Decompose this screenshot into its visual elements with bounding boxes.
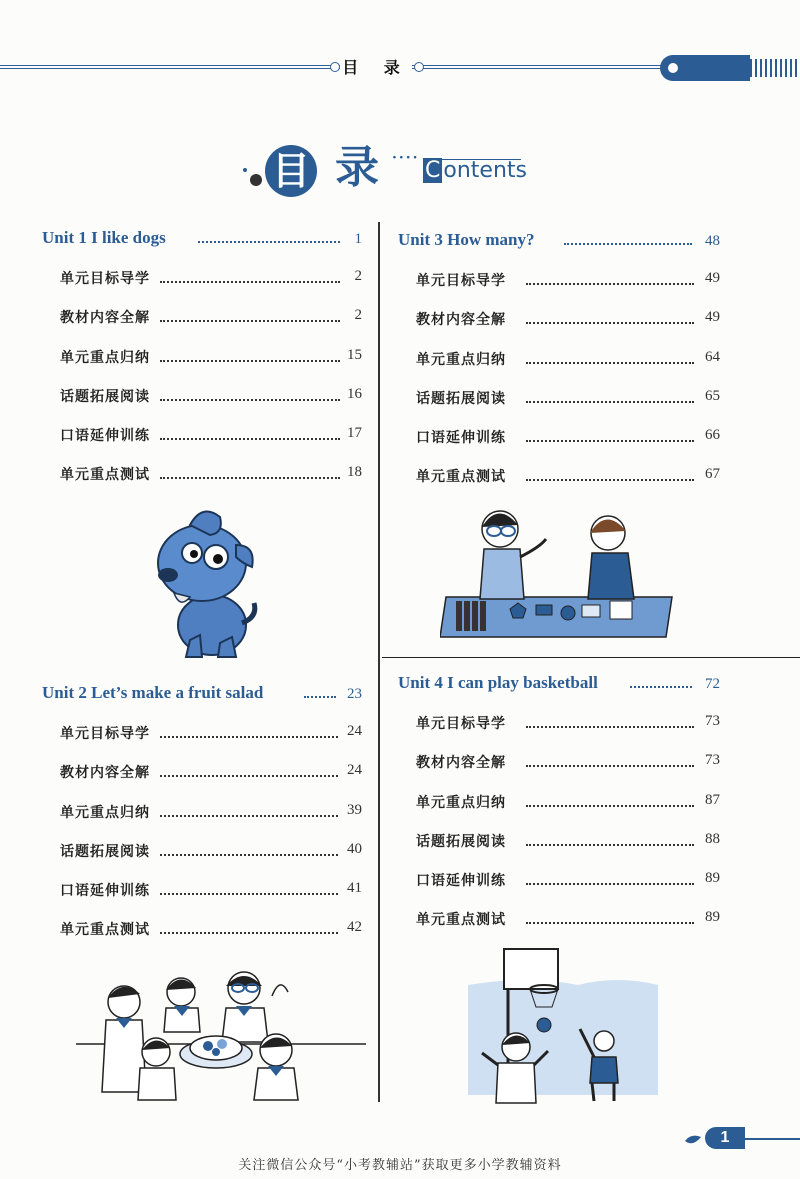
dot-leader — [160, 477, 340, 479]
dot-leader — [160, 893, 338, 895]
entry-label: 教材内容全解 — [416, 755, 506, 772]
dot-leader — [526, 479, 694, 481]
unit-section-3 — [398, 230, 720, 506]
dog-illustration — [150, 505, 260, 660]
toc-entry[interactable] — [42, 268, 362, 307]
heading-dots: ···· — [392, 150, 420, 166]
leaf-icon — [683, 1133, 703, 1147]
entry-page: 24 — [347, 723, 362, 739]
entry-label: 单元重点测试 — [60, 922, 150, 939]
entry-page: 40 — [347, 840, 362, 857]
basketball-illustration — [468, 945, 668, 1105]
heading-english-initial: C — [425, 158, 441, 183]
entry-page: 2 — [354, 268, 362, 284]
dot-leader — [160, 281, 340, 283]
entry-label: 教材内容全解 — [416, 312, 506, 329]
unit-title: Unit 2 Let’s make a fruit salad — [42, 683, 269, 702]
toc-entry[interactable] — [42, 464, 362, 503]
entry-label: 单元重点测试 — [60, 467, 150, 484]
heading-mu-badge: 目 — [265, 145, 317, 197]
header-title-box — [340, 57, 412, 79]
decorative-dots-icon — [240, 164, 264, 188]
toc-entry[interactable] — [42, 307, 362, 346]
toc-entry[interactable] — [398, 792, 720, 831]
dot-leader — [564, 243, 692, 245]
dot-leader — [526, 362, 694, 364]
unit-page: 72 — [705, 676, 720, 692]
dot-leader — [526, 283, 694, 285]
heading-english-rest: ontents — [443, 158, 527, 183]
entry-label: 教材内容全解 — [60, 765, 150, 782]
entry-label: 口语延伸训练 — [416, 873, 506, 890]
entry-label: 单元重点归纳 — [416, 794, 506, 811]
entry-page: 73 — [705, 713, 720, 729]
entry-label: 单元重点归纳 — [416, 351, 506, 368]
entry-page: 65 — [705, 387, 720, 404]
dot-leader — [160, 360, 340, 362]
entry-page: 16 — [347, 385, 362, 402]
heading-english — [423, 158, 527, 183]
unit-section-1 — [42, 228, 362, 504]
dot-leader — [198, 241, 340, 243]
dot-leader — [160, 320, 340, 322]
dot-leader — [526, 726, 694, 728]
toc-entry[interactable] — [398, 909, 720, 948]
contents-heading — [240, 140, 540, 200]
dot-leader — [630, 686, 692, 688]
toc-entry[interactable] — [398, 349, 720, 388]
toc-entry[interactable] — [42, 880, 362, 919]
entry-label: 单元目标导学 — [60, 271, 150, 287]
toc-entry[interactable] — [42, 762, 362, 801]
dot-leader — [160, 438, 340, 440]
entry-page: 49 — [705, 309, 720, 326]
dot-leader — [526, 922, 694, 924]
entry-label: 话题拓展阅读 — [416, 833, 506, 850]
entry-label: 话题拓展阅读 — [60, 843, 150, 860]
toc-entry[interactable] — [398, 427, 720, 466]
toc-entry[interactable] — [42, 919, 362, 958]
footer-note: 关注微信公众号“小考教辅站”获取更多小学教辅资料 — [238, 1158, 562, 1173]
dot-leader — [526, 322, 694, 324]
fruit-salad-illustration — [76, 962, 366, 1102]
toc-entry[interactable] — [398, 713, 720, 752]
entry-page: 67 — [705, 466, 720, 483]
dot-leader — [304, 696, 336, 698]
toc-entry[interactable] — [42, 723, 362, 762]
unit-page: 48 — [705, 233, 720, 249]
dot-leader — [160, 815, 338, 817]
toc-entry[interactable] — [42, 386, 362, 425]
entry-page: 2 — [354, 307, 362, 324]
toc-entry[interactable] — [42, 347, 362, 386]
toc-entry[interactable] — [398, 388, 720, 427]
toc-entry[interactable] — [398, 831, 720, 870]
right-column-rule — [382, 657, 800, 658]
dot-leader — [526, 401, 694, 403]
unit-heading[interactable] — [398, 673, 720, 697]
toc-entry[interactable] — [398, 870, 720, 909]
toc-entry[interactable] — [42, 802, 362, 841]
toc-entry[interactable] — [398, 466, 720, 505]
toc-entry[interactable] — [398, 309, 720, 348]
dot-leader — [526, 844, 694, 846]
entry-page: 18 — [347, 464, 362, 481]
dot-leader — [526, 765, 694, 767]
heading-lu: 录 — [335, 142, 379, 193]
entry-page: 17 — [347, 425, 362, 442]
entry-page: 15 — [347, 346, 362, 363]
header-title: 目 录 — [342, 58, 410, 77]
column-divider — [378, 222, 380, 1102]
toc-entry[interactable] — [398, 270, 720, 309]
entry-label: 口语延伸训练 — [60, 428, 150, 445]
entry-label: 教材内容全解 — [60, 310, 150, 327]
entry-label: 口语延伸训练 — [416, 430, 506, 447]
entry-label: 口语延伸训练 — [60, 883, 150, 900]
entry-label: 单元目标导学 — [60, 726, 150, 742]
unit-heading[interactable] — [42, 683, 362, 707]
entry-page: 41 — [347, 880, 362, 897]
entry-page: 42 — [347, 919, 362, 936]
entry-page: 73 — [705, 752, 720, 769]
entry-label: 话题拓展阅读 — [416, 390, 506, 407]
counting-illustration — [440, 505, 680, 645]
entry-page: 89 — [705, 909, 720, 926]
dot-leader — [526, 883, 694, 885]
entry-page: 49 — [705, 270, 720, 286]
toc-entry[interactable] — [42, 841, 362, 880]
entry-page: 64 — [705, 348, 720, 365]
page-number-tab — [683, 1127, 800, 1151]
header-tab-dot-icon — [668, 63, 678, 73]
dot-leader — [160, 775, 338, 777]
dot-leader — [526, 805, 694, 807]
entry-label: 单元重点测试 — [416, 912, 506, 929]
toc-entry[interactable] — [42, 425, 362, 464]
unit-section-4 — [398, 673, 720, 949]
entry-label: 单元目标导学 — [416, 273, 506, 289]
running-header — [0, 55, 800, 91]
header-dot-icon — [330, 62, 340, 72]
unit-title: Unit 3 How many? — [398, 230, 540, 249]
entry-label: 单元重点归纳 — [60, 804, 150, 821]
unit-page: 1 — [354, 231, 362, 247]
header-dot-icon — [414, 62, 424, 72]
dot-leader — [160, 932, 338, 934]
page-number: 1 — [705, 1127, 745, 1149]
entry-label: 单元目标导学 — [416, 716, 506, 732]
entry-page: 39 — [347, 801, 362, 818]
entry-page: 88 — [705, 830, 720, 847]
entry-label: 话题拓展阅读 — [60, 388, 150, 405]
dot-leader — [160, 854, 338, 856]
entry-page: 66 — [705, 427, 720, 444]
entry-label: 单元重点测试 — [416, 469, 506, 486]
entry-page: 87 — [705, 791, 720, 808]
entry-page: 89 — [705, 870, 720, 887]
dot-leader — [160, 736, 338, 738]
unit-heading[interactable] — [398, 230, 720, 254]
entry-page: 24 — [347, 762, 362, 779]
entry-label: 单元重点归纳 — [60, 349, 150, 366]
unit-page: 23 — [347, 686, 362, 702]
unit-section-2 — [42, 683, 362, 959]
dot-leader — [526, 440, 694, 442]
toc-entry[interactable] — [398, 752, 720, 791]
header-stripes — [750, 59, 800, 77]
unit-title: Unit 4 I can play basketball — [398, 673, 604, 692]
unit-title: Unit 1 I like dogs — [42, 228, 172, 247]
dot-leader — [160, 399, 340, 401]
unit-heading[interactable] — [42, 228, 362, 252]
